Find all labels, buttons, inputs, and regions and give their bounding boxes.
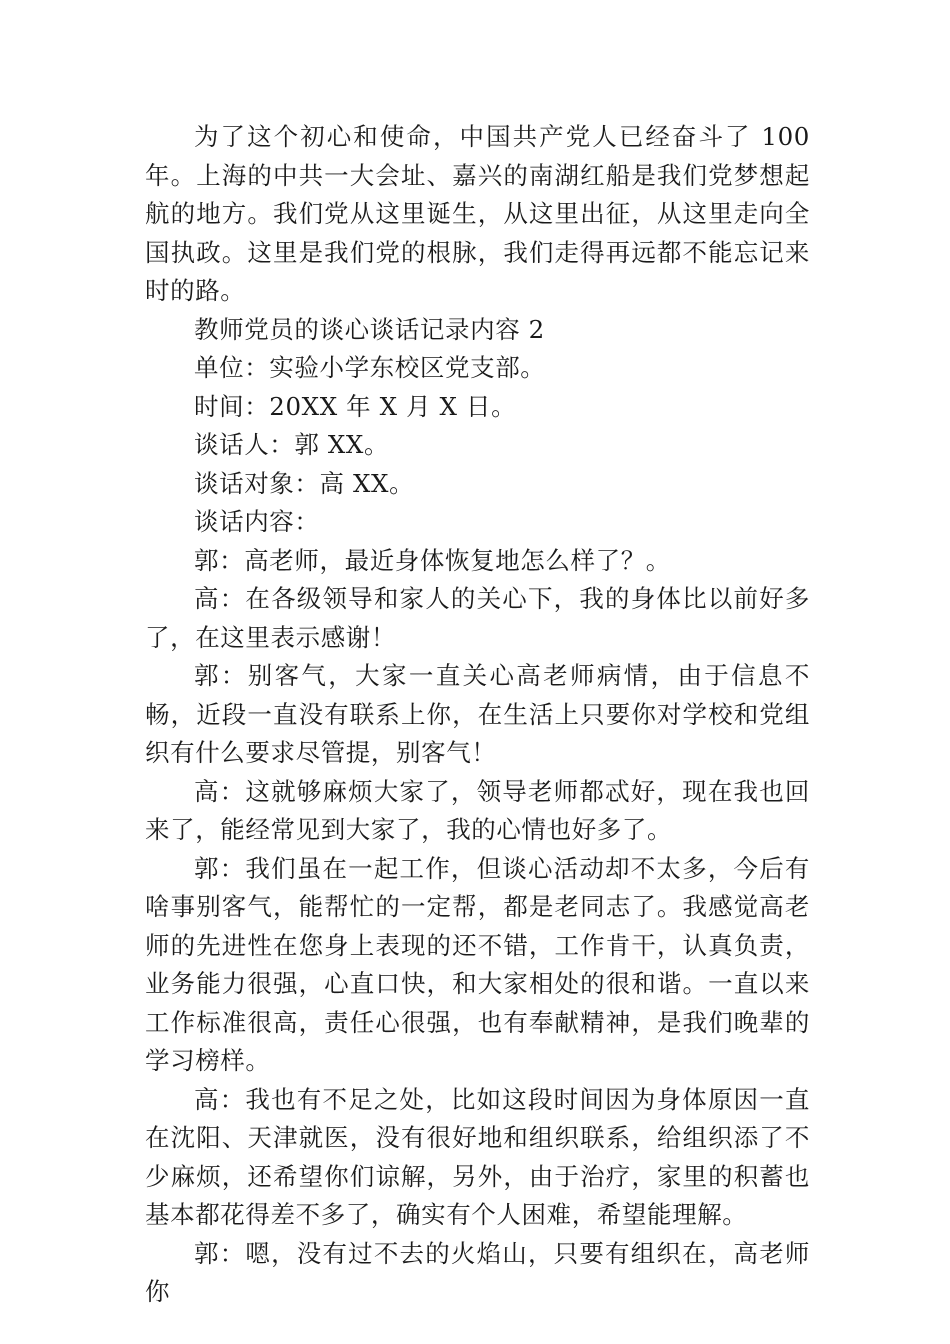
dialogue-line: 郭：别客气，大家一直关心高老师病情，由于信息不畅，近段一直没有联系上你，在生活上只要你对学校和党组织有什么要求尽管提，别客气！ xyxy=(145,661,810,767)
dialogue-line: 高：这就够麻烦大家了，领导老师都忒好，现在我也回来了，能经常见到大家了，我的心情也好多了。 xyxy=(145,776,810,844)
paragraph-intro: 为了这个初心和使命，中国共产党人已经奋斗了 100 年。上海的中共一大会址、嘉兴的南湖红船是我们党梦想起航的地方。我们党从这里诞生，从这里出征，从这里走向全国执政。这里是我们党的根脉，我们走得再远都不能忘记来时的路。 xyxy=(145,122,810,305)
record-interviewee: 谈话对象：高 XX。 xyxy=(194,468,415,498)
record-unit: 单位：实验小学东校区党支部。 xyxy=(194,353,546,382)
dialogue-line: 郭：嗯，没有过不去的火焰山，只要有组织在，高老师你 xyxy=(145,1238,810,1306)
dialogue-line: 郭：高老师，最近身体恢复地怎么样了？。 xyxy=(194,545,671,575)
dialogue-line: 郭：我们虽在一起工作，但谈心活动却不太多，今后有啥事别客气，能帮忙的一定帮，都是老同志了。我感觉高老师的先进性在您身上表现的还不错，工作肯干，认真负责，业务能力很强，心直口快，和大家相处的很和谐。一直以来工作标准很高，责任心很强，也有奉献精神，是我们晚辈的学习榜样。 xyxy=(145,853,810,1075)
document-body xyxy=(145,118,810,1312)
dialogue-line: 高：在各级领导和家人的关心下，我的身体比以前好多了，在这里表示感谢！ xyxy=(145,584,810,652)
record-time: 时间：20XX 年 X 月 X 日。 xyxy=(194,391,517,421)
record-interviewer: 谈话人：郭 XX。 xyxy=(194,430,390,459)
section-title: 教师党员的谈心谈话记录内容 2 xyxy=(194,314,545,344)
record-content-label: 谈话内容： xyxy=(194,507,320,536)
dialogue-line: 高：我也有不足之处，比如这段时间因为身体原因一直在沈阳、天津就医，没有很好地和组织联系，给组织添了不少麻烦，还希望你们谅解，另外，由于治疗，家里的积蓄也基本都花得差不多了，确实有个人困难，希望能理解。 xyxy=(145,1084,810,1229)
